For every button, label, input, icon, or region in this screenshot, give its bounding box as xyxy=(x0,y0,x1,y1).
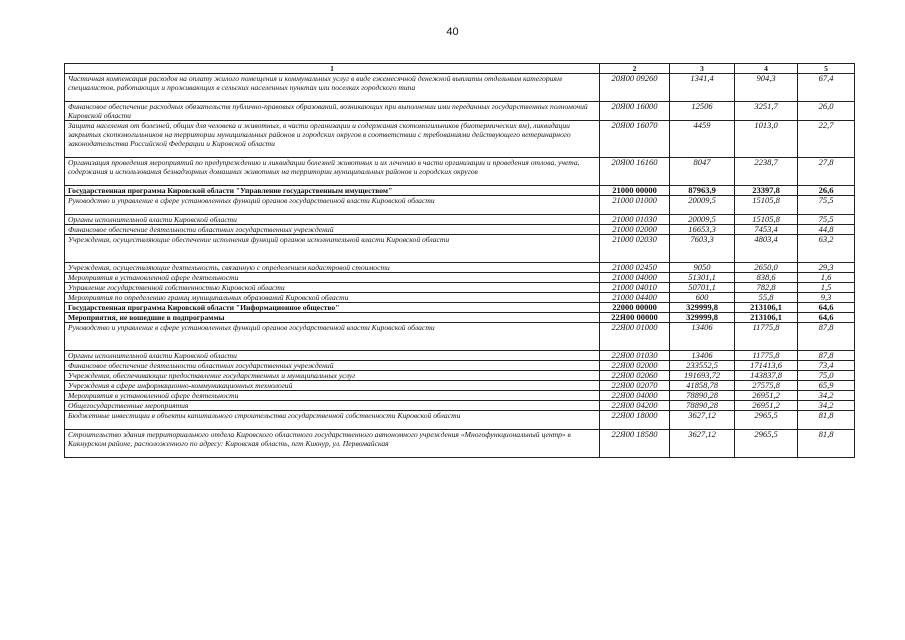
row-actual-cell: 55,8 xyxy=(735,293,798,303)
row-name-cell: Мероприятия в установленной сфере деятельности xyxy=(65,273,600,283)
row-percent-cell: 73,4 xyxy=(798,361,855,371)
row-plan-cell: 50701,1 xyxy=(670,283,735,293)
row-name-cell: Учреждения, осуществляющие обеспечение исполнения функций органов исполнительной власти Кировской области xyxy=(65,235,600,263)
table-row xyxy=(65,186,855,196)
row-name-cell: Учреждения, осуществляющие деятельность, связанную с определением кадастровой стоимости xyxy=(65,263,600,273)
table-row xyxy=(65,283,855,293)
row-name-cell: Органы исполнительной власти Кировской области xyxy=(65,215,600,225)
row-actual-cell: 2650,0 xyxy=(735,263,798,273)
table-row xyxy=(65,351,855,361)
row-code-cell: 21000 04400 xyxy=(600,293,670,303)
row-code-cell: 22Я00 01000 xyxy=(600,323,670,351)
row-name-cell: Финансовое обеспечение расходных обязательств публично-правовых образований, возникающих при выполнении ими переданных государственных полномочий Кировской области xyxy=(65,102,600,121)
table-row xyxy=(65,158,855,186)
row-code-cell: 22Я00 01030 xyxy=(600,351,670,361)
row-percent-cell: 63,2 xyxy=(798,235,855,263)
table-row xyxy=(65,391,855,401)
row-actual-cell: 2965,5 xyxy=(735,411,798,430)
row-code-cell: 20Я00 16000 xyxy=(600,102,670,121)
row-actual-cell: 15105,8 xyxy=(735,215,798,225)
row-plan-cell: 191693,72 xyxy=(670,371,735,381)
row-name-cell: Защита населения от болезней, общих для человека и животных, в части организации и содержания скотомогильников (биотермических ям), ликвидации закрытых скотомогильников на территории муниципальных районов и городских округов в соответствии с требованиями действующего ветеринарного законодательства Российской Федерации и Кировской области xyxy=(65,121,600,158)
row-plan-cell: 20009,5 xyxy=(670,215,735,225)
column-header-4: 4 xyxy=(735,64,798,74)
table-row xyxy=(65,293,855,303)
row-plan-cell: 12506 xyxy=(670,102,735,121)
row-percent-cell: 9,3 xyxy=(798,293,855,303)
row-actual-cell: 23397,8 xyxy=(735,186,798,196)
table-row xyxy=(65,303,855,313)
row-name-cell: Органы исполнительной власти Кировской области xyxy=(65,351,600,361)
row-code-cell: 22Я00 18580 xyxy=(600,430,670,458)
row-plan-cell: 3627,12 xyxy=(670,430,735,458)
row-percent-cell: 26,0 xyxy=(798,102,855,121)
row-plan-cell: 16653,3 xyxy=(670,225,735,235)
row-code-cell: 22Я00 04200 xyxy=(600,401,670,411)
row-code-cell: 20Я00 16160 xyxy=(600,158,670,186)
row-actual-cell: 213106,1 xyxy=(735,303,798,313)
column-header-3: 3 xyxy=(670,64,735,74)
row-percent-cell: 22,7 xyxy=(798,121,855,158)
row-actual-cell: 213106,1 xyxy=(735,313,798,323)
row-name-cell: Учреждения, обеспечивающие предоставление государственных и муниципальных услуг xyxy=(65,371,600,381)
row-name-cell: Руководство и управление в сфере установленных функций органов государственной власти Кировской области xyxy=(65,323,600,351)
row-percent-cell: 65,9 xyxy=(798,381,855,391)
row-code-cell: 22Я00 00000 xyxy=(600,313,670,323)
row-name-cell: Финансовое обеспечение деятельности областных государственных учреждений xyxy=(65,225,600,235)
row-plan-cell: 13406 xyxy=(670,323,735,351)
table-row xyxy=(65,323,855,351)
row-plan-cell: 4459 xyxy=(670,121,735,158)
row-actual-cell: 1013,0 xyxy=(735,121,798,158)
row-name-cell: Государственная программа Кировской области "Информационное общество" xyxy=(65,303,600,313)
row-percent-cell: 27,8 xyxy=(798,158,855,186)
row-code-cell: 21000 01030 xyxy=(600,215,670,225)
row-plan-cell: 7603,3 xyxy=(670,235,735,263)
row-code-cell: 22Я00 18000 xyxy=(600,411,670,430)
row-percent-cell: 87,8 xyxy=(798,351,855,361)
row-plan-cell: 329999,8 xyxy=(670,303,735,313)
row-actual-cell: 26951,2 xyxy=(735,391,798,401)
column-header-2: 2 xyxy=(600,64,670,74)
row-plan-cell: 51301,1 xyxy=(670,273,735,283)
row-code-cell: 21000 02030 xyxy=(600,235,670,263)
row-code-cell: 20Я00 09260 xyxy=(600,74,670,102)
table-body xyxy=(65,74,855,458)
table-row xyxy=(65,215,855,225)
table-row xyxy=(65,371,855,381)
row-code-cell: 21000 01000 xyxy=(600,196,670,215)
table-row xyxy=(65,74,855,102)
row-name-cell: Организация проведения мероприятий по предупреждению и ликвидации болезней животных и их лечению в части организации и проведения отлова, учета, содержания и использования безнадзорных домашних животных на территории муниципальных районов и городских округов xyxy=(65,158,600,186)
table-header-row xyxy=(65,64,855,74)
row-code-cell: 21000 04010 xyxy=(600,283,670,293)
row-code-cell: 22000 00000 xyxy=(600,303,670,313)
table-row xyxy=(65,313,855,323)
row-percent-cell: 44,8 xyxy=(798,225,855,235)
table-row xyxy=(65,361,855,371)
row-percent-cell: 75,5 xyxy=(798,196,855,215)
row-code-cell: 21000 04000 xyxy=(600,273,670,283)
row-actual-cell: 782,8 xyxy=(735,283,798,293)
table-row xyxy=(65,430,855,458)
row-percent-cell: 81,8 xyxy=(798,411,855,430)
row-actual-cell: 904,3 xyxy=(735,74,798,102)
row-code-cell: 22Я00 02060 xyxy=(600,371,670,381)
row-code-cell: 22Я00 02070 xyxy=(600,381,670,391)
row-code-cell: 21000 02000 xyxy=(600,225,670,235)
row-code-cell: 20Я00 16070 xyxy=(600,121,670,158)
row-percent-cell: 29,3 xyxy=(798,263,855,273)
row-percent-cell: 64,6 xyxy=(798,313,855,323)
row-actual-cell: 4803,4 xyxy=(735,235,798,263)
row-percent-cell: 75,5 xyxy=(798,215,855,225)
table-row xyxy=(65,411,855,430)
table-row xyxy=(65,102,855,121)
row-name-cell: Общегосударственные мероприятия xyxy=(65,401,600,411)
row-plan-cell: 9050 xyxy=(670,263,735,273)
row-plan-cell: 233552,5 xyxy=(670,361,735,371)
row-name-cell: Государственная программа Кировской области "Управление государственным имуществом" xyxy=(65,186,600,196)
row-actual-cell: 171413,6 xyxy=(735,361,798,371)
row-percent-cell: 1,5 xyxy=(798,283,855,293)
row-plan-cell: 13406 xyxy=(670,351,735,361)
row-percent-cell: 87,8 xyxy=(798,323,855,351)
table-row xyxy=(65,263,855,273)
row-percent-cell: 64,6 xyxy=(798,303,855,313)
row-code-cell: 22Я00 02000 xyxy=(600,361,670,371)
row-percent-cell: 1,6 xyxy=(798,273,855,283)
row-code-cell: 21000 00000 xyxy=(600,186,670,196)
row-name-cell: Мероприятия, не вошедшие в подпрограммы xyxy=(65,313,600,323)
row-plan-cell: 600 xyxy=(670,293,735,303)
row-name-cell: Управление государственной собственностью Кировской области xyxy=(65,283,600,293)
row-plan-cell: 87963,9 xyxy=(670,186,735,196)
row-actual-cell: 11775,8 xyxy=(735,351,798,361)
row-plan-cell: 1341,4 xyxy=(670,74,735,102)
row-actual-cell: 3251,7 xyxy=(735,102,798,121)
row-actual-cell: 11775,8 xyxy=(735,323,798,351)
row-name-cell: Строительство здания территориального отдела Кировского областного государственного автономного учреждения «Многофункциональный центр» в Кикнурском районе, расположенного по адресу: Кировская область, пгт Кикнур, ул. Первомайская xyxy=(65,430,600,458)
row-plan-cell: 41858,78 xyxy=(670,381,735,391)
row-name-cell: Руководство и управление в сфере установленных функций органов государственной власти Кировской области xyxy=(65,196,600,215)
row-name-cell: Мероприятия по определению границ муниципальных образований Кировской области xyxy=(65,293,600,303)
row-plan-cell: 20009,5 xyxy=(670,196,735,215)
row-actual-cell: 2965,5 xyxy=(735,430,798,458)
row-actual-cell: 2238,7 xyxy=(735,158,798,186)
row-actual-cell: 7453,4 xyxy=(735,225,798,235)
row-percent-cell: 26,6 xyxy=(798,186,855,196)
row-code-cell: 21000 02450 xyxy=(600,263,670,273)
row-percent-cell: 75,0 xyxy=(798,371,855,381)
row-name-cell: Учреждения в сфере информационно-коммуникационных технологий xyxy=(65,381,600,391)
row-code-cell: 22Я00 04000 xyxy=(600,391,670,401)
row-actual-cell: 838,6 xyxy=(735,273,798,283)
row-percent-cell: 34,2 xyxy=(798,391,855,401)
row-percent-cell: 81,8 xyxy=(798,430,855,458)
column-header-1: 1 xyxy=(65,64,600,74)
row-plan-cell: 78890,28 xyxy=(670,391,735,401)
row-actual-cell: 26951,2 xyxy=(735,401,798,411)
row-plan-cell: 329999,8 xyxy=(670,313,735,323)
row-name-cell: Бюджетные инвестиции в объекты капитального строительства государственной собственности Кировской области xyxy=(65,411,600,430)
row-name-cell: Мероприятия в установленной сфере деятельности xyxy=(65,391,600,401)
table-row xyxy=(65,273,855,283)
row-actual-cell: 143837,8 xyxy=(735,371,798,381)
budget-table xyxy=(64,63,855,458)
table-row xyxy=(65,401,855,411)
table-row xyxy=(65,381,855,391)
table-row xyxy=(65,121,855,158)
column-header-5: 5 xyxy=(798,64,855,74)
row-percent-cell: 34,2 xyxy=(798,401,855,411)
row-name-cell: Частичная компенсация расходов на оплату жилого помещения и коммунальных услуг в виде ежемесячной денежной выплаты отдельным категориям специалистов, работающих и проживающих в сельских населенных пунктах или поселках городского типа xyxy=(65,74,600,102)
page-number: 40 xyxy=(446,26,459,38)
row-actual-cell: 15105,8 xyxy=(735,196,798,215)
row-plan-cell: 8047 xyxy=(670,158,735,186)
table-row xyxy=(65,196,855,215)
table-row xyxy=(65,235,855,263)
row-name-cell: Финансовое обеспечение деятельности областных государственных учреждений xyxy=(65,361,600,371)
table-row xyxy=(65,225,855,235)
row-percent-cell: 67,4 xyxy=(798,74,855,102)
row-plan-cell: 3627,12 xyxy=(670,411,735,430)
row-plan-cell: 78890,28 xyxy=(670,401,735,411)
row-actual-cell: 27575,8 xyxy=(735,381,798,391)
